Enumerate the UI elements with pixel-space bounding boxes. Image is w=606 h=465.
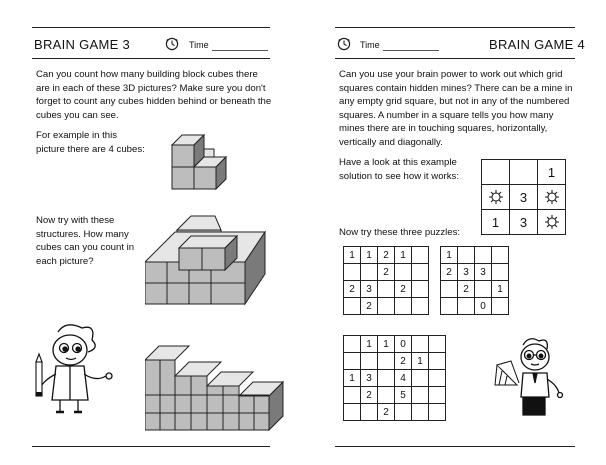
- example-text: For example in this picture there are 4 cubes:: [36, 130, 145, 155]
- grid-cell-empty: [441, 298, 458, 315]
- right-page: [303, 0, 606, 465]
- grid-cell-number: 3: [510, 210, 538, 235]
- grid-cell-number: 3: [361, 370, 378, 387]
- grid-cell-empty: [492, 247, 509, 264]
- grid-cell-number: 2: [378, 404, 395, 421]
- grid-row: [482, 160, 566, 185]
- grid-cell-number: 2: [344, 281, 361, 298]
- grid-row: [344, 370, 446, 387]
- grid-row: [344, 353, 446, 370]
- grid-cell-empty: [475, 247, 492, 264]
- time-label: Time: [360, 40, 380, 50]
- grid-cell-empty: [378, 353, 395, 370]
- grid-cell-empty: [378, 387, 395, 404]
- prompt-text: Now try these three puzzles:: [339, 227, 461, 238]
- grid-cell-empty: [429, 336, 446, 353]
- grid-cell-empty: [412, 370, 429, 387]
- grid-cell-number: 1: [395, 247, 412, 264]
- grid-cell-number: 2: [458, 281, 475, 298]
- grid-cell-empty: [395, 298, 412, 315]
- grid-cell-empty: [412, 387, 429, 404]
- time-entry-line[interactable]: [383, 50, 439, 51]
- page-title: BRAIN GAME 4: [489, 37, 586, 52]
- grid-cell-empty: [344, 264, 361, 281]
- grid-cell-number: 0: [475, 298, 492, 315]
- grid-cell-number: 3: [361, 281, 378, 298]
- grid-cell-number: 5: [395, 387, 412, 404]
- grid-cell-number: 1: [482, 210, 510, 235]
- cube-structure-2: [145, 328, 285, 433]
- grid-cell-number: 1: [361, 247, 378, 264]
- grid-cell-number: 2: [395, 353, 412, 370]
- grid-cell-empty: [429, 404, 446, 421]
- grid-cell-number: 0: [395, 336, 412, 353]
- grid-cell-number: 1: [344, 247, 361, 264]
- grid-cell-number: 3: [458, 264, 475, 281]
- time-label: Time: [189, 40, 209, 50]
- intro-text: Can you count how many building block cubes there are in each of these 3D pictures? Make sure you don't forget to count any cubes hidden behind or beneath the cubes you can see.: [36, 69, 272, 121]
- grid-row: [482, 185, 566, 210]
- grid-row: [482, 210, 566, 235]
- grid-cell-empty: [361, 353, 378, 370]
- grid-cell-empty: [378, 281, 395, 298]
- top-rule: [335, 27, 575, 28]
- grid-cell-empty: [412, 336, 429, 353]
- grid-cell-number: 2: [395, 281, 412, 298]
- example-cube-structure: [160, 125, 240, 195]
- cube-structure-1: [145, 212, 270, 307]
- grid-row: [344, 336, 446, 353]
- mine-icon: [482, 185, 510, 210]
- grid-row: [441, 281, 509, 298]
- grid-row: [344, 298, 429, 315]
- grid-row: [441, 247, 509, 264]
- grid-row: [344, 387, 446, 404]
- grid-cell-empty: [344, 404, 361, 421]
- bottom-rule: [32, 446, 270, 447]
- grid-cell-number: 1: [378, 336, 395, 353]
- mine-puzzle-2: [440, 246, 509, 315]
- grid-cell-number: 1: [344, 370, 361, 387]
- grid-cell-empty: [412, 247, 429, 264]
- grid-cell-empty: [378, 370, 395, 387]
- grid-cell-number: 1: [441, 247, 458, 264]
- grid-cell-empty: [361, 404, 378, 421]
- grid-cell-number: 1: [538, 160, 566, 185]
- grid-cell-empty: [344, 387, 361, 404]
- grid-cell-number: 4: [395, 370, 412, 387]
- grid-cell-empty: [482, 160, 510, 185]
- header-rule: [335, 58, 575, 59]
- grid-cell-empty: [475, 281, 492, 298]
- mine-icon: [538, 210, 566, 235]
- mine-puzzle-3: [343, 335, 446, 421]
- grid-cell-empty: [492, 298, 509, 315]
- time-entry-line[interactable]: [212, 50, 268, 51]
- grid-cell-number: 3: [475, 264, 492, 281]
- bottom-rule: [335, 446, 575, 447]
- grid-cell-empty: [344, 336, 361, 353]
- grid-cell-number: 2: [378, 247, 395, 264]
- grid-cell-empty: [510, 160, 538, 185]
- mine-puzzle-1: [343, 246, 429, 315]
- grid-cell-empty: [458, 247, 475, 264]
- grid-cell-empty: [492, 264, 509, 281]
- grid-row: [441, 298, 509, 315]
- grid-cell-number: 1: [412, 353, 429, 370]
- grid-cell-empty: [378, 298, 395, 315]
- mine-icon: [538, 185, 566, 210]
- top-rule: [32, 27, 270, 28]
- grid-cell-number: 2: [441, 264, 458, 281]
- grid-cell-empty: [429, 370, 446, 387]
- grid-cell-number: 1: [361, 336, 378, 353]
- grid-cell-empty: [344, 353, 361, 370]
- grid-cell-empty: [361, 264, 378, 281]
- grid-row: [441, 264, 509, 281]
- clock-icon: [165, 37, 179, 51]
- grid-cell-number: 2: [378, 264, 395, 281]
- grid-cell-empty: [395, 264, 412, 281]
- grid-cell-empty: [429, 353, 446, 370]
- grid-cell-empty: [412, 298, 429, 315]
- girl-with-pencil-illustration: [30, 322, 125, 414]
- grid-cell-number: 1: [492, 281, 509, 298]
- grid-cell-empty: [458, 298, 475, 315]
- grid-cell-number: 2: [361, 298, 378, 315]
- grid-row: [344, 404, 446, 421]
- grid-cell-empty: [412, 281, 429, 298]
- grid-cell-empty: [412, 404, 429, 421]
- clock-icon: [337, 37, 351, 51]
- grid-cell-empty: [441, 281, 458, 298]
- grid-row: [344, 247, 429, 264]
- grid-row: [344, 281, 429, 298]
- grid-cell-empty: [429, 387, 446, 404]
- grid-cell-number: 2: [361, 387, 378, 404]
- header-rule: [32, 58, 270, 59]
- grid-cell-empty: [412, 264, 429, 281]
- grid-row: [344, 264, 429, 281]
- page-title: BRAIN GAME 3: [34, 37, 131, 52]
- example-text: Have a look at this example solution to see how it works:: [339, 157, 459, 182]
- prompt-text: Now try with these structures. How many cubes can you count in each picture?: [36, 215, 135, 267]
- example-solution-grid: [481, 159, 566, 235]
- grid-cell-number: 3: [510, 185, 538, 210]
- intro-text: Can you use your brain power to work out which grid squares contain hidden mines? There can be a mine in any empty grid square, but not in any of the numbered squares. A number in a square tells you how many mines there are in touching squares, horizontally, vertically and diagonally.: [339, 69, 573, 148]
- grid-cell-empty: [395, 404, 412, 421]
- man-with-fan-illustration: [493, 335, 573, 419]
- grid-cell-empty: [344, 298, 361, 315]
